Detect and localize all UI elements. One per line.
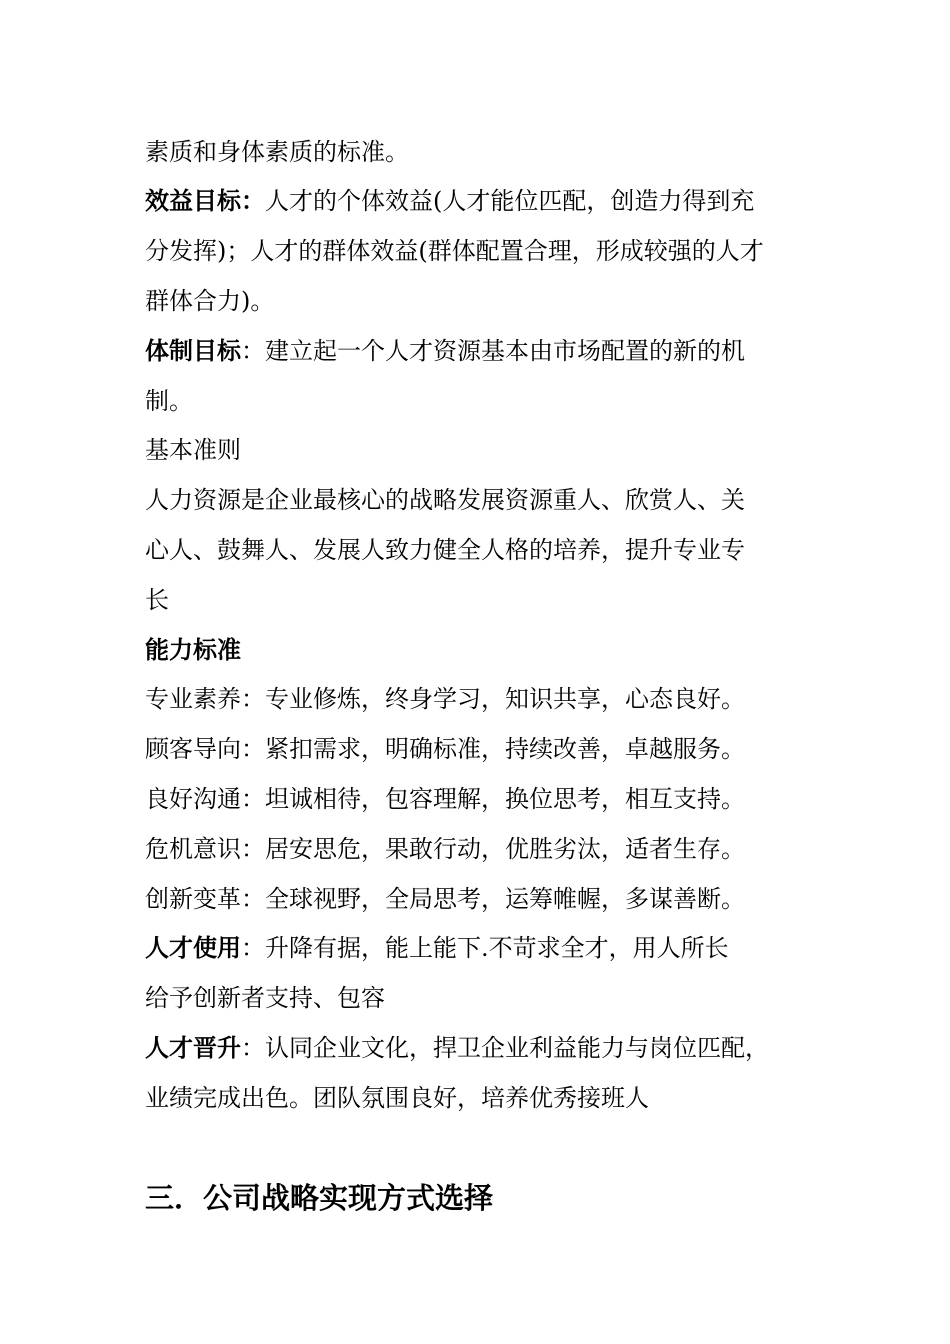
principle-title bbox=[145, 435, 241, 465]
ability-item bbox=[145, 684, 745, 714]
label-colon: ： bbox=[241, 934, 265, 962]
ability-item bbox=[145, 784, 745, 814]
text-line bbox=[145, 236, 764, 266]
ability-title bbox=[145, 635, 241, 665]
talent-promotion-text: 认同企业文化，捍卫企业利益能力与岗位匹配， bbox=[265, 1034, 769, 1062]
system-goal-line bbox=[145, 336, 745, 366]
ability-item-text: 良好沟通：坦诚相待，包容理解，换位思考，相互支持。 bbox=[145, 785, 745, 813]
talent-promotion-line bbox=[145, 1033, 769, 1063]
benefit-goal-line bbox=[145, 186, 754, 216]
ability-item-text: 危机意识：居安思危，果敢行动，优胜劣汰，适者生存。 bbox=[145, 835, 745, 863]
text-line bbox=[145, 585, 169, 615]
talent-usage-text: 给予创新者支持、包容 bbox=[145, 984, 385, 1012]
text-line bbox=[145, 535, 745, 565]
talent-promotion-label: 人才晋升 bbox=[145, 1033, 241, 1062]
benefit-goal-text: 群体合力)。 bbox=[145, 287, 275, 315]
ability-item-text: 顾客导向：紧扣需求，明确标准，持续改善，卓越服务。 bbox=[145, 735, 745, 763]
label-colon: ： bbox=[241, 1034, 265, 1062]
text-content: 素质和身体素质的标准。 bbox=[145, 138, 409, 166]
benefit-goal-text: 分发挥)；人才的群体效益(群体配置合理，形成较强的人才 bbox=[145, 237, 764, 265]
label-colon: ： bbox=[241, 186, 265, 215]
text-line bbox=[145, 137, 409, 167]
talent-usage-line bbox=[145, 933, 729, 963]
text-line bbox=[145, 1083, 649, 1113]
text-line bbox=[145, 983, 385, 1013]
principle-text: 人力资源是企业最核心的战略发展资源重人、欣赏人、关 bbox=[145, 486, 745, 514]
principle-text: 心人、鼓舞人、发展人致力健全人格的培养，提升专业专 bbox=[145, 536, 745, 564]
ability-item-text: 创新变革：全球视野，全局思考，运筹帷幄，多谋善断。 bbox=[145, 885, 745, 913]
label-colon: ： bbox=[241, 337, 265, 365]
section-heading-text: 三．公司战略实现方式选择 bbox=[145, 1181, 494, 1215]
text-line bbox=[145, 485, 745, 515]
principle-text: 长 bbox=[145, 586, 169, 614]
talent-usage-text: 升降有据，能上能下.不苛求全才，用人所长 bbox=[265, 934, 729, 962]
text-line bbox=[145, 286, 274, 316]
system-goal-label: 体制目标 bbox=[145, 336, 241, 365]
section-heading bbox=[145, 1180, 493, 1216]
system-goal-text: 建立起一个人才资源基本由市场配置的新的机 bbox=[265, 337, 745, 365]
ability-item bbox=[145, 734, 745, 764]
talent-usage-label: 人才使用 bbox=[145, 933, 241, 962]
principle-title-text: 基本准则 bbox=[145, 436, 241, 464]
system-goal-text: 制。 bbox=[145, 387, 193, 415]
ability-item bbox=[145, 834, 745, 864]
ability-item bbox=[145, 884, 745, 914]
text-line bbox=[145, 386, 193, 416]
talent-promotion-text: 业绩完成出色。团队氛围良好，培养优秀接班人 bbox=[145, 1084, 649, 1112]
benefit-goal-label: 效益目标 bbox=[145, 186, 241, 215]
ability-title-text: 能力标准 bbox=[145, 635, 241, 664]
ability-item-text: 专业素养：专业修炼，终身学习，知识共享，心态良好。 bbox=[145, 685, 745, 713]
benefit-goal-text: 人才的个体效益(人才能位匹配，创造力得到充 bbox=[265, 187, 755, 215]
